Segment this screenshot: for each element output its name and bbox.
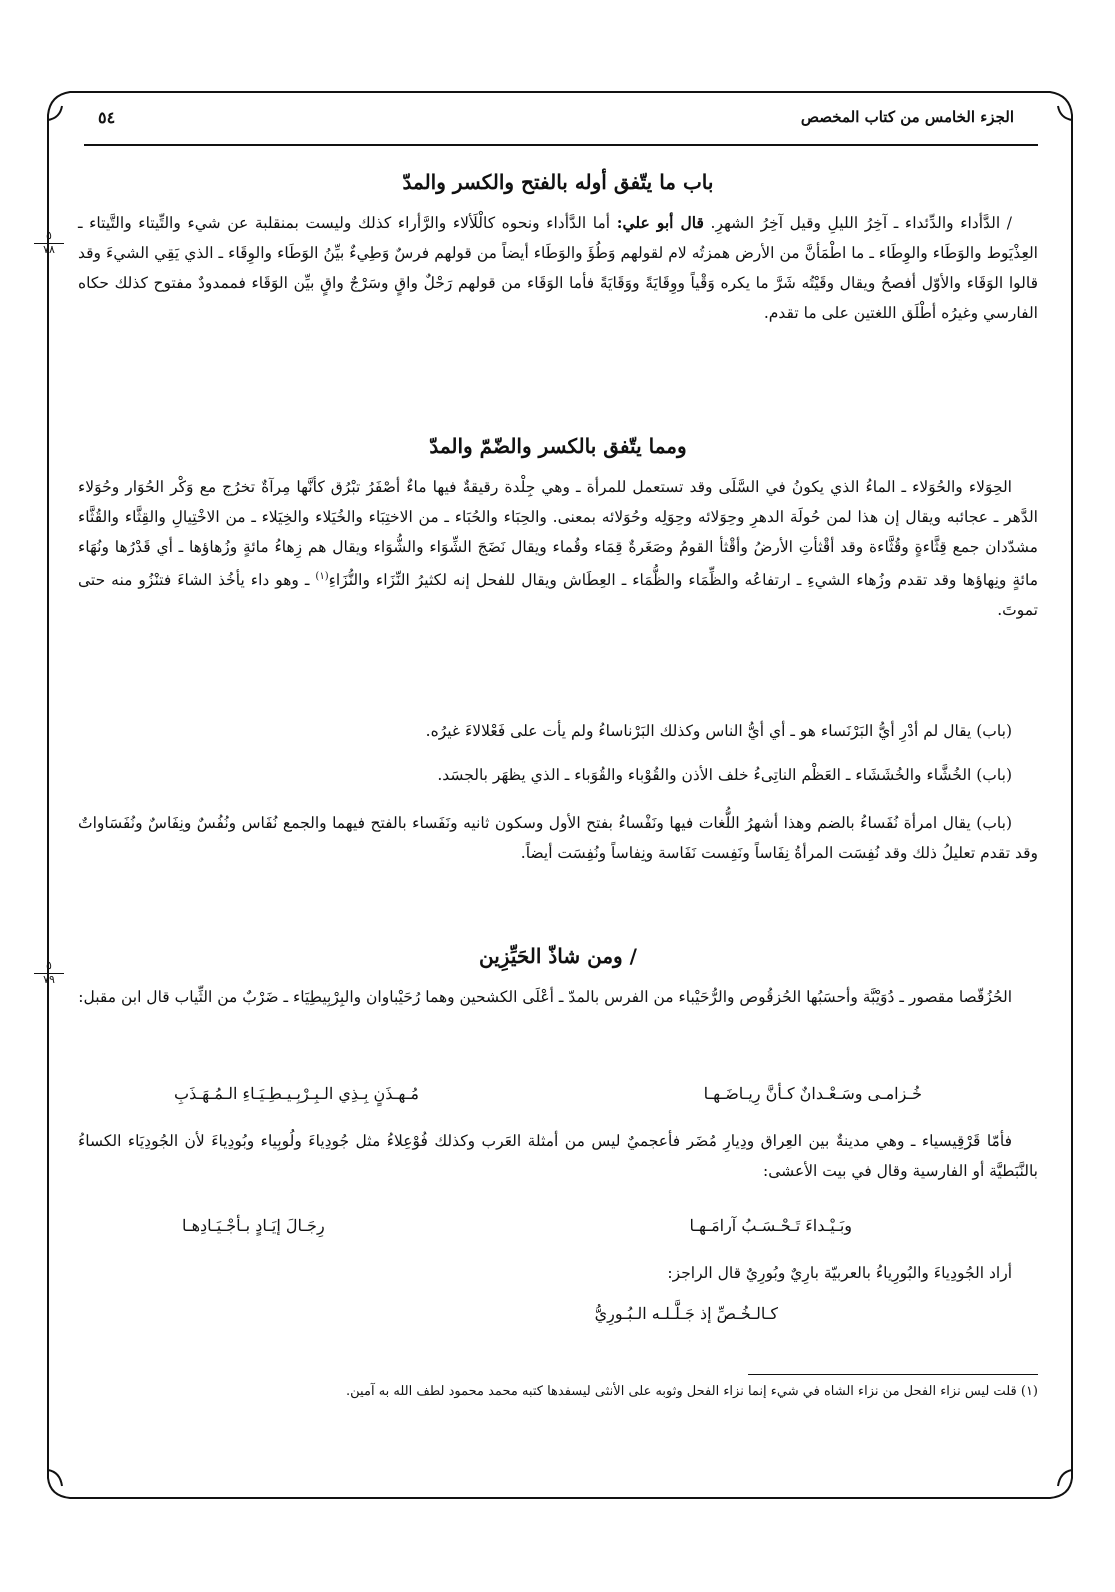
section-title: ومما يتّفق بالكسر والضّمّ والمدّ <box>429 434 687 458</box>
bab-entry: (باب) يقال لم أدْرِ أيُّ البَرْنَساء هو ـ أي أيُّ الناس وكذلك البَرْناساءُ ولم يأت على فَعْلالاءَ غيرُه. <box>425 722 1012 740</box>
footnote-marker: (١) <box>1020 1384 1038 1399</box>
paragraph <box>78 208 1038 328</box>
paragraph: فأمّا قَرْقِيسياء ـ وهي مدينةٌ بين العِراق ودِيارِ مُضَر فأعجميٌ ليس من أمثلة العَرب وكذلك فُوْعِلاءُ مثل جُودِياءَ ولُوبِياء وبُودِياءَ لأن الجُودِيَاء الكساءُ بالنَّبَطيَّة أو الفارسية وقال في بيت الأعشى: <box>78 1132 1038 1180</box>
verse-hemistich: رِجَـالَ إيَـادٍ بـأجْـيَـادِهـا <box>182 1216 325 1235</box>
paragraph-text: ـ وهو داء يأخُذ الشاءَ فتنْزُو منه حتى تموتَ. <box>78 571 1038 620</box>
header-rule <box>84 144 1038 146</box>
bab-entry: (باب) الخُشَّاء والخُشَشَاء ـ العَظْم الناتِىءُ خلف الأذن والقُوْباء والقُوَباء ـ الذي يظهَر بالجسَد. <box>437 766 1012 784</box>
verse-hemistich: خُـزامـى وسَـعْـدانٌ كـأنَّ رِيـاضَـهـا <box>703 1084 922 1103</box>
header-title: الجزء الخامس من كتاب المخصص <box>800 108 1014 126</box>
speaker-label: قال أبو علي: <box>616 213 704 232</box>
verse-hemistich: وبَـيْـداءَ تَـحْـسَـبُ آرامَـهـا <box>689 1216 852 1235</box>
paragraph-text: / الدَّأداء والدِّئداء ـ آخِرُ الليلِ وقيل آخِرُ الشهرِ. <box>710 214 1012 232</box>
footnote-reference: (١) <box>315 571 329 582</box>
margin-marker <box>34 230 64 256</box>
bab-entry: (باب) يقال امرأة نُفَساءُ بالضم وهذا أشهرُ اللُّغات فيها ونَفْساءُ بفتح الأول وسكون ثانيه ونَفَساء بالفتح فيهما والجمع نُفَاس ونُفُسٌ ونِفَاسٌ ونُفَسَاواتٌ وقد تقدم تعليلُ ذلك وقد نُفِسَت المرأةُ نِفَاساً ونَفِست نَفَاسة ونِفاساً ونُفِسَت أيضاً. <box>78 814 1038 862</box>
footnote <box>78 1382 1038 1402</box>
footnote-text: قلت ليس نزاء الفحل من نزاء الشاه في شيء إنما نزاء الفحل وثوبه على الأنثى ليسفدها كتبه محمد محمود لطف الله به آمين. <box>346 1384 1017 1399</box>
margin-marker-top: ٥ <box>34 230 64 244</box>
page-content <box>43 92 1039 1492</box>
verse-line: كـالـخُـصِّ إذ جَـلَّـلـه الـبُـورِيُّ <box>594 1304 778 1323</box>
paragraph: الحُزُقّصا مقصور ـ دُوَيْبَّة وأحسَبُها الحُزقُوص والرُّحَيْباء من الفرس بالمدّ ـ أعْلَى الكشحين وهما رُحَيْباوان والبِرْبِيطِيَاء ـ ضَرْبٌ من الثِّياب قال ابن مقبل: <box>78 988 1012 1006</box>
footnote-rule <box>748 1374 1038 1375</box>
margin-marker <box>34 960 64 986</box>
page-number: ٥٤ <box>98 108 116 127</box>
paragraph-text: الحِوَلاء والحُوَلاء ـ الماءُ الذي يكونُ في السَّلَى وقد تستعمل للمرأة ـ وهي جِلْدة رقيقةٌ فيها ماءٌ أصْفَرُ تبْرُق كأنَّها مِرآةٌ تخرُج مع وَكْر الحُوَار وحُوَلاء الدَّهر ـ عجائبه ويقال إن هذا لمن حُولَة الدهرِ وحِوَلائه وحِوَلِه وحُوَلائه بمعنى. والحِبَاء والحُبَاء ـ من الاختِبَاء والخُيَلاء والخِيَلاء ـ من الاخْتِيالِ والقِثَّاء والقُثَّاء مشدّدان جمع قِثَّاءةٍ وقُثَّاءة وقد أقْثأتِ الأرضُ وأقْثأ القومُ وصَغَرةٌ قِمَاء وقُماء ويقال نَضَجَ الشِّوَاء والشُّوَاء ويقال هم زِهاءُ مائةٍ وزُهاؤها ـ أي قَدْرُها ونُهَاء مائةٍ ونِهاؤها وقد تقدم وزُهاء الشيءِ ـ ارتفاعُه والظِّمَاء والظُّمَاء ـ العِطَاش ويقال للفحل إنه لكثيرُ النِّزَاء والنُّزَاءِ <box>78 478 1039 590</box>
verse-hemistich: مُـهـذَنٍ بِـذِي الـبِـرْبِـيـطِـيَـاءِ الـمُـهَـذَبِ <box>174 1084 419 1103</box>
section-title: / ومن شاذّ الحَيِّزِين <box>479 944 637 968</box>
running-header <box>86 108 1014 138</box>
paragraph <box>78 472 1038 625</box>
margin-marker-bottom: ٧٩ <box>43 973 55 986</box>
margin-marker-top: ٥ <box>34 960 64 974</box>
margin-marker-bottom: ٧٨ <box>43 243 55 256</box>
section-title: باب ما يتّفق أوله بالفتح والكسر والمدّ <box>402 170 714 194</box>
paragraph: أراد الجُودِياءَ والبُورِياءُ بالعربيّة بارِيٌ وبُورِيٌ قال الراجز: <box>667 1264 1012 1282</box>
paragraph-text: أما الدَّأداء ونحوه كالْلَألاء والرَّأراء كذلك وليست بمنقلبة عن شيء والتِّيتاء والتَّيتاء ـ العِذْيَوط والوَطَاء والوِطَاء ـ ما اطْمَأنَّ من الأرض همزتُه لام لقولهم وَطُؤَ والوَطَاء أيضاً من قولهم فرسٌ وَطِيءٌ بيِّنُ الوَطَاء والوِقَاء ـ الذي يَقِي الشيءَ وقد قالوا الوَقَاء والأوّل أفصحُ ويقال وقَيْتُه شَرَّ ما يكره وَقْياً ووِقَايَةً ووَقَايَةً فأما الوَقَاء من قولهم رَحْلٌ واقٍ وسَرْجٌ واقٍ بيِّن الوَقَاء فممدودٌ مفتوح كذلك حكاه الفارسي وغيرُه أطْلَق اللغتين على ما تقدم. <box>78 214 1038 322</box>
